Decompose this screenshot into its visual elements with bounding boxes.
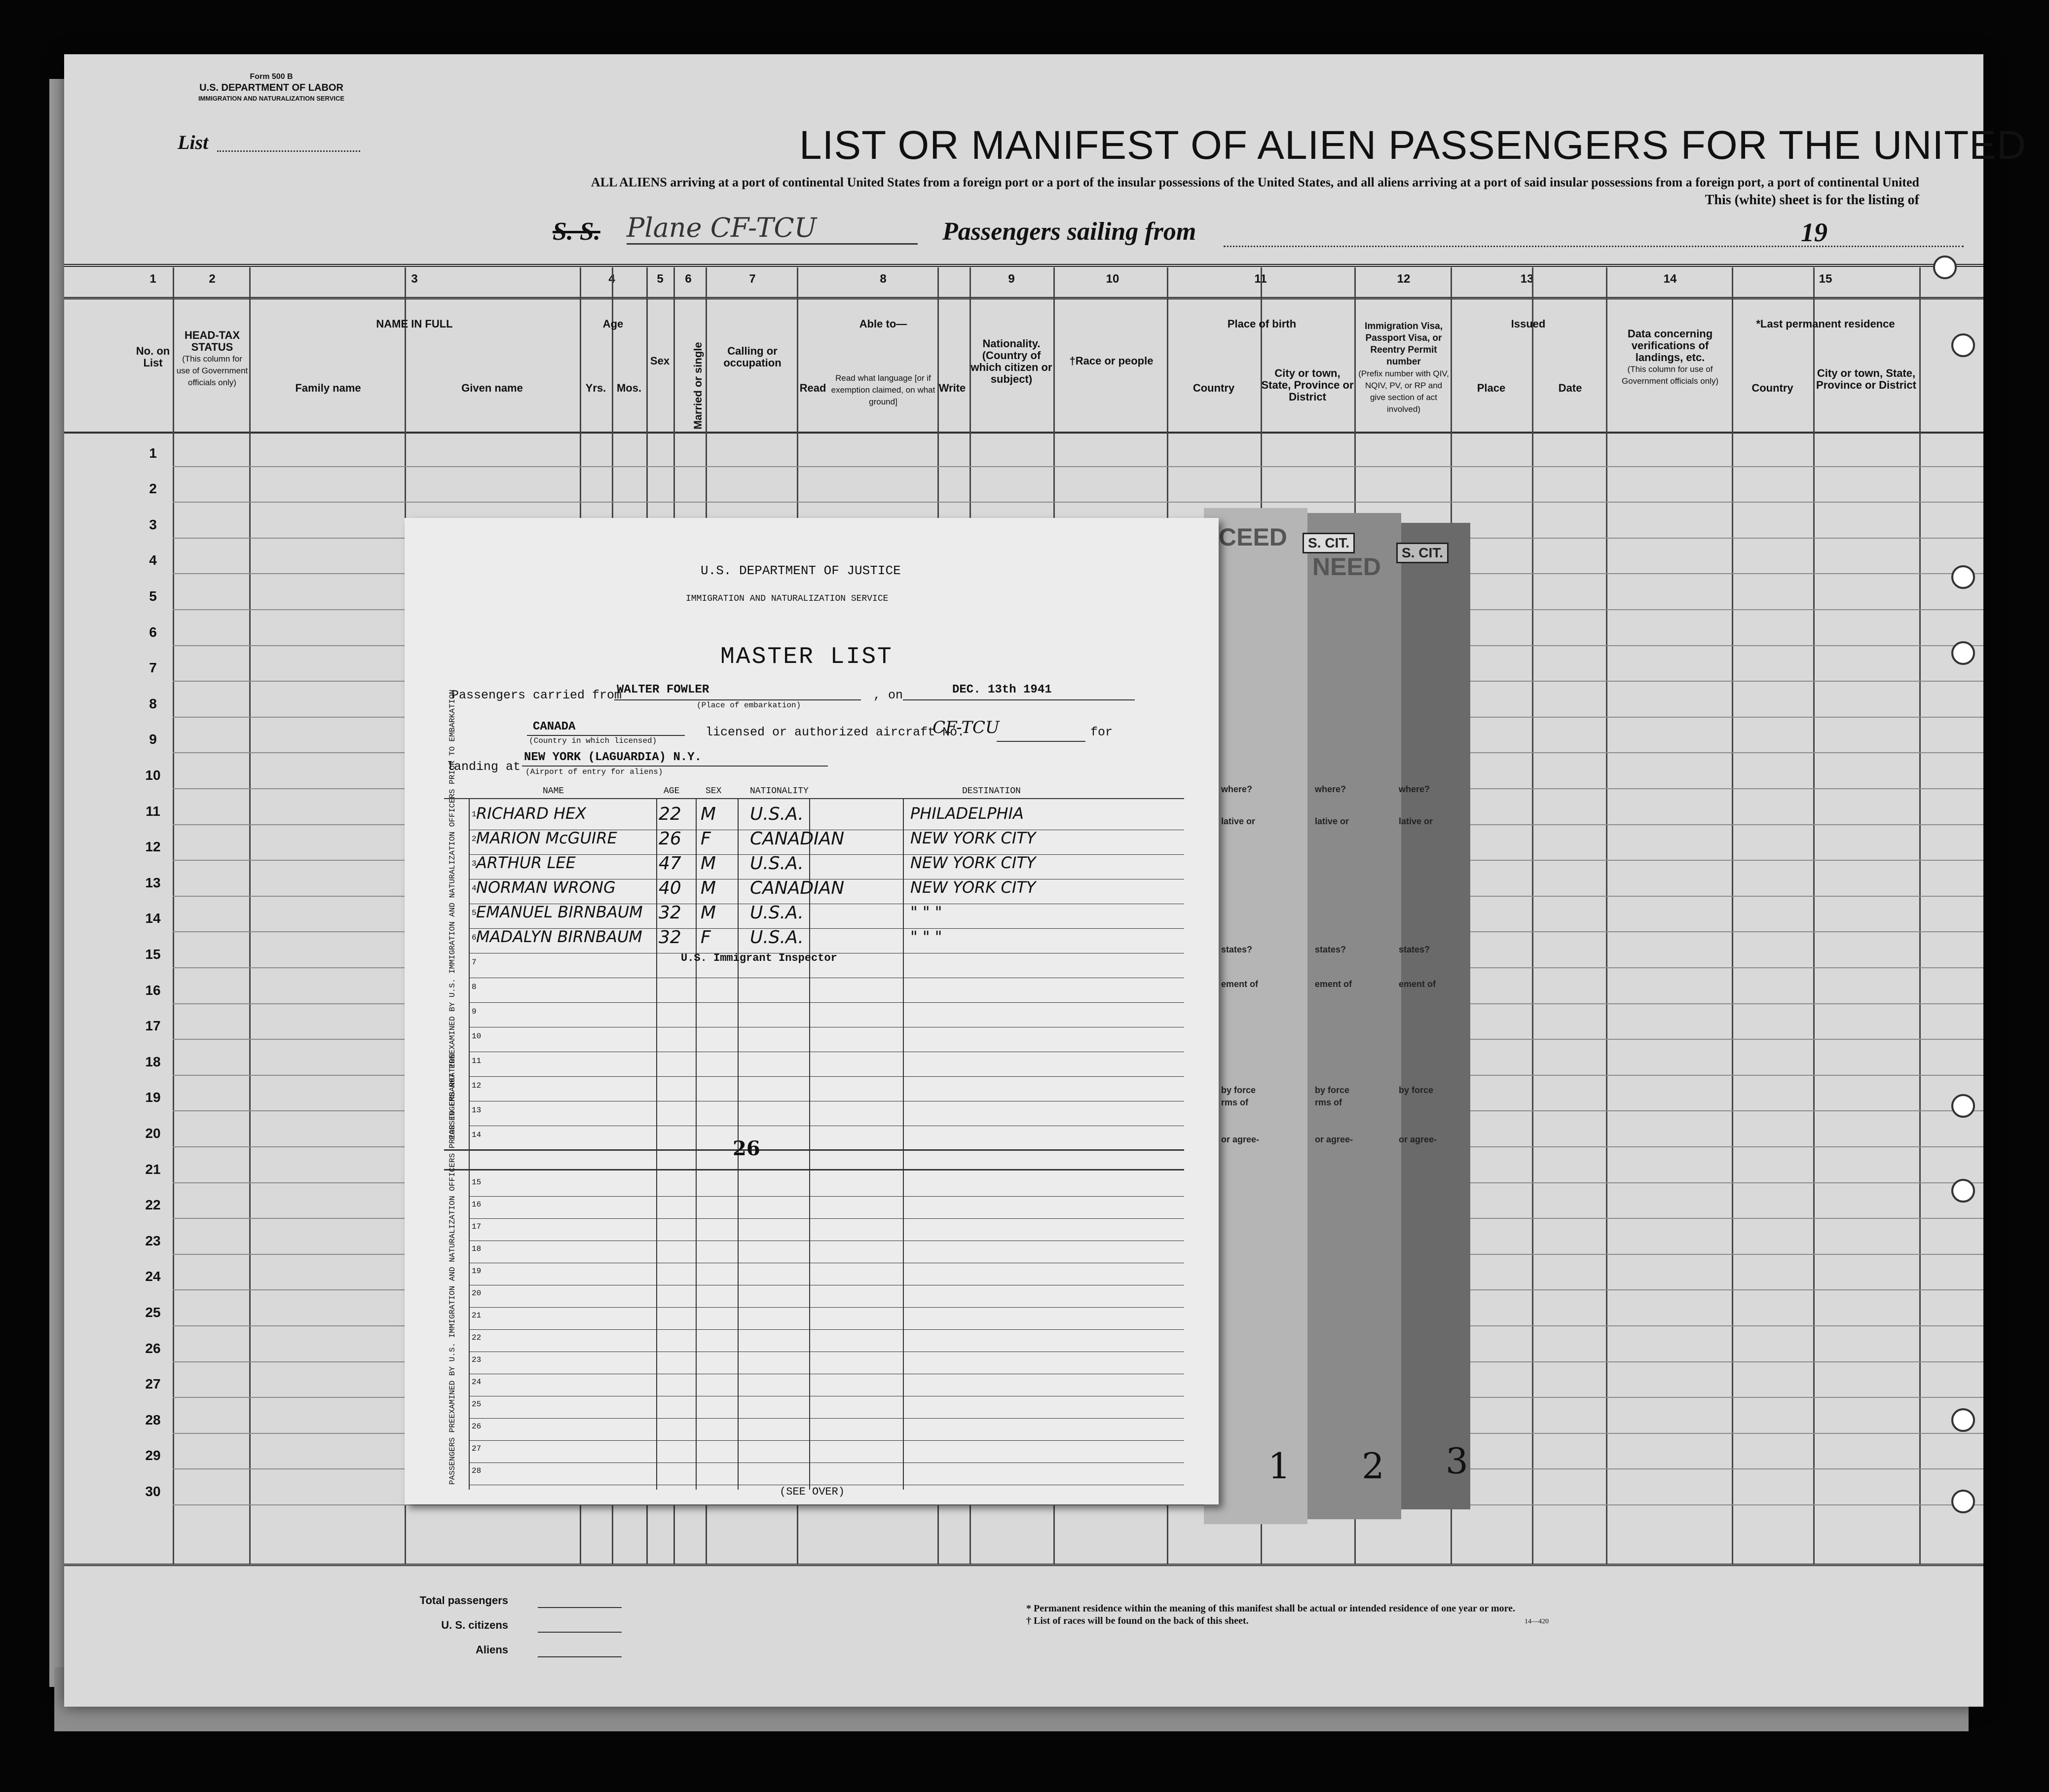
ss-handwritten-entry: Plane CF-TCU — [627, 212, 918, 245]
ml-passenger-nationality: U.S.A. — [750, 804, 804, 824]
col-name-in-full: NAME IN FULL — [376, 318, 453, 330]
footnote-residence: * Permanent residence within the meaning of this manifest shall be actual or intended residence of one year or more. — [1026, 1603, 1516, 1614]
ss-label: S. S. — [553, 218, 600, 246]
column-number: 3 — [411, 272, 418, 286]
ml-row-rule — [469, 854, 1184, 855]
col-calling: Calling or occupation — [723, 345, 782, 369]
overlay-tab-2-word: S. CIT. — [1303, 533, 1355, 553]
ml-row-index: 24 — [472, 1378, 482, 1387]
ml-airport-note: (Airport of entry for aliens) — [525, 768, 663, 776]
column-number: 15 — [1819, 272, 1832, 286]
tab-fragment: states? — [1399, 945, 1430, 954]
ml-passenger-age: 22 — [659, 804, 681, 824]
ml-title: MASTER LIST — [720, 644, 893, 670]
binder-hole — [1951, 565, 1975, 589]
col-head-tax-note: (This column for use of Government officials only) — [176, 354, 248, 387]
row-number: 16 — [145, 982, 161, 998]
tab-fragment: by force — [1221, 1085, 1256, 1095]
col-landings-note: (This column for use of Government officials only) — [1621, 365, 1719, 386]
ml-column-header: NATIONALITY — [750, 786, 809, 796]
row-number: 23 — [145, 1233, 161, 1248]
ml-landing-label: landing at — [447, 760, 521, 774]
col-visa — [1357, 321, 1451, 415]
ml-row-index: 10 — [472, 1032, 482, 1041]
ml-row-rule — [469, 1218, 1184, 1219]
row-number: 14 — [145, 911, 161, 926]
ml-passenger-age: 32 — [659, 927, 681, 948]
column-divider — [1732, 267, 1733, 1565]
ml-for-label: for — [1090, 725, 1113, 739]
tab-fragment: where? — [1221, 784, 1253, 794]
ml-row-index: 13 — [472, 1106, 482, 1115]
ml-row-index: 26 — [472, 1422, 482, 1431]
binder-hole — [1951, 641, 1975, 665]
ml-passenger-name: RICHARD HEX — [476, 804, 587, 823]
col-last-residence: *Last permanent residence — [1756, 318, 1895, 330]
ml-row-index: 22 — [472, 1333, 482, 1342]
tab-fragment: where? — [1315, 784, 1346, 794]
overlay-tab-3-number: 3 — [1446, 1440, 1468, 1482]
ml-date-line — [903, 699, 1135, 700]
col-place-of-birth: Place of birth — [1227, 318, 1297, 330]
overlay-tab-2-number: 2 — [1362, 1445, 1384, 1487]
ml-row-rule — [469, 1196, 1184, 1197]
column-divider — [1606, 267, 1607, 1565]
col-nationality: Nationality. (Country of which citizen or subject) — [970, 337, 1052, 385]
subtitle-line-1: ALL ALIENS arriving at a port of continental United States from a foreign port or a port of the insular possessions of the United States, and all aliens arriving at a port of said insular possessions from a foreign port, a port of continental United — [591, 175, 1919, 189]
ml-passenger-age: 40 — [659, 878, 681, 898]
ml-column-rule — [809, 798, 810, 1490]
row-number: 22 — [145, 1197, 161, 1213]
ml-carried-from: WALTER FOWLER — [617, 683, 709, 696]
column-number: 1 — [149, 272, 156, 286]
overlay-tab-2-word2: NEED — [1312, 553, 1381, 581]
overlay-tab-3 — [1391, 523, 1470, 1509]
col-family-name: Family name — [295, 382, 361, 394]
column-number: 13 — [1520, 272, 1534, 286]
ml-row-rule — [469, 1307, 1184, 1308]
list-blank — [217, 150, 360, 152]
ml-side-note-top: PASSENGERS NOT PREEXAMINED BY U.S. IMMIGRATION AND NATURALIZATION OFFICERS PRIOR TO EMBARKATION — [448, 689, 457, 1139]
binder-hole — [1951, 1179, 1975, 1203]
ml-passenger-destination: NEW YORK CITY — [910, 878, 1036, 897]
ml-passenger-sex: M — [701, 804, 716, 824]
ml-passenger-name: NORMAN WRONG — [476, 878, 616, 897]
top-rule — [64, 264, 1983, 267]
ml-row-rule — [469, 1076, 1184, 1077]
tab-fragment: lative or — [1221, 816, 1256, 826]
ml-passenger-destination: NEW YORK CITY — [910, 853, 1036, 872]
ml-on-label: , on — [873, 688, 903, 702]
ml-passenger-age: 47 — [659, 853, 681, 874]
column-divider — [1532, 267, 1533, 1565]
tab-fragment: states? — [1221, 945, 1253, 954]
col-visa-note: (Prefix number with QIV, NQIV, PV, or RP and give section of act involved) — [1358, 369, 1449, 414]
col-age: Age — [602, 318, 624, 330]
ml-row-index: 21 — [472, 1311, 482, 1320]
ml-row-index: 6 — [472, 933, 477, 942]
row-number: 9 — [149, 731, 157, 747]
page-title: LIST OR MANIFEST OF ALIEN PASSENGERS FOR THE UNITED — [799, 123, 2027, 168]
row-number: 27 — [145, 1376, 161, 1392]
ml-passenger-nationality: U.S.A. — [750, 853, 804, 874]
col-age-mos: Mos. — [616, 382, 642, 394]
ml-row-index: 20 — [472, 1289, 482, 1298]
ml-row-index: 28 — [472, 1466, 482, 1475]
col-issued-date: Date — [1558, 382, 1582, 394]
list-label: List — [178, 131, 209, 153]
subtitle-line-2: This (white) sheet is for the listing of — [1705, 192, 1919, 208]
col-birth-country: Country — [1192, 382, 1235, 394]
year-prefix: 19 — [1801, 218, 1827, 247]
ml-row-index: 4 — [472, 884, 477, 893]
row-number: 19 — [145, 1090, 161, 1105]
row-rule — [173, 1504, 1983, 1505]
column-number: 9 — [1008, 272, 1015, 286]
col-head-tax-title: HEAD-TAX STATUS — [184, 329, 240, 353]
ml-passenger-age: 32 — [659, 903, 681, 923]
tab-fragment: by force — [1315, 1085, 1350, 1095]
ml-passenger-sex: F — [701, 829, 711, 849]
row-number: 8 — [149, 695, 157, 711]
ml-date: DEC. 13th 1941 — [952, 683, 1052, 696]
ml-column-rule — [696, 798, 697, 1490]
column-number: 11 — [1254, 272, 1267, 286]
row-number: 11 — [146, 803, 160, 819]
column-divider — [249, 267, 251, 1565]
tab-fragment: or agree- — [1221, 1134, 1260, 1144]
ml-row-index: 12 — [472, 1081, 482, 1090]
column-number: 10 — [1106, 272, 1119, 286]
ml-passenger-destination: " " " — [910, 903, 942, 921]
ml-passenger-age: 26 — [659, 829, 681, 849]
ml-inspector: U.S. Immigrant Inspector — [681, 952, 837, 964]
ml-row-index: 3 — [472, 859, 477, 868]
ml-row-rule — [469, 1418, 1184, 1419]
ml-passenger-destination: NEW YORK CITY — [910, 829, 1036, 847]
row-number: 5 — [149, 588, 157, 604]
tab-fragment: or agree- — [1399, 1134, 1437, 1144]
us-citizens-blank — [538, 1632, 622, 1633]
row-number: 13 — [145, 875, 161, 890]
ml-row-index: 16 — [472, 1200, 482, 1209]
ml-embark-note: (Place of embarkation) — [697, 701, 801, 710]
binder-hole — [1933, 256, 1957, 279]
row-number: 28 — [145, 1412, 161, 1427]
tab-fragment: ement of — [1221, 979, 1259, 989]
ml-passenger-name: MADALYN BIRNBAUM — [476, 927, 642, 946]
column-number: 2 — [209, 272, 216, 286]
row-number: 1 — [149, 445, 157, 461]
ml-carried-label: Passengers carried from — [451, 688, 622, 702]
form-number: Form 500 B — [250, 73, 293, 81]
row-number: 30 — [145, 1484, 161, 1499]
row-number: 24 — [145, 1269, 161, 1284]
col-able-to: Able to— — [859, 318, 907, 330]
tab-fragment: rms of — [1221, 1097, 1249, 1107]
us-citizens-label: U. S. citizens — [441, 1619, 508, 1631]
ml-row-index: 8 — [472, 983, 477, 991]
footer-rule — [64, 1564, 1983, 1566]
ml-passenger-nationality: CANADIAN — [750, 878, 845, 898]
ml-airport: NEW YORK (LAGUARDIA) N.Y. — [524, 751, 702, 764]
ml-column-rule — [903, 798, 904, 1490]
ml-passenger-sex: M — [701, 853, 716, 874]
ml-column-header: NAME — [543, 786, 564, 796]
ml-column-header: DESTINATION — [962, 786, 1021, 796]
ml-licensed-text: licensed or authorized aircraft No. — [706, 725, 965, 739]
row-number: 25 — [145, 1305, 161, 1320]
master-list-card — [405, 518, 1219, 1504]
binder-hole — [1951, 333, 1975, 357]
tab-fragment: rms of — [1315, 1097, 1342, 1107]
col-visa-title: Immigration Visa, Passport Visa, or Reentry Permit number — [1364, 321, 1443, 367]
sailing-from-label: Passengers sailing from — [942, 218, 1196, 246]
col-write: Write — [938, 382, 966, 394]
col-age-yrs: Yrs. — [585, 382, 606, 394]
column-number: 6 — [685, 272, 692, 286]
ml-row-index: 5 — [472, 909, 477, 917]
ml-passenger-nationality: U.S.A. — [750, 903, 804, 923]
ml-row-index: 11 — [472, 1057, 482, 1065]
row-number: 26 — [145, 1340, 161, 1356]
footnote-races: † List of races will be found on the back of this sheet. — [1026, 1615, 1249, 1626]
row-number: 10 — [145, 768, 161, 783]
column-divider — [1813, 267, 1815, 1565]
header-bottom-rule — [64, 432, 1983, 434]
ml-passenger-destination: " " " — [910, 927, 942, 946]
column-number-row — [64, 267, 1983, 297]
col-head-tax — [175, 329, 249, 389]
col-sex: Sex — [650, 355, 670, 367]
ml-row-index: 2 — [472, 835, 477, 843]
row-number: 29 — [145, 1448, 161, 1463]
tab-fragment: ement of — [1315, 979, 1352, 989]
total-passengers-blank — [538, 1607, 622, 1608]
ml-passenger-name: ARTHUR LEE — [476, 853, 576, 872]
row-number: 17 — [145, 1018, 161, 1034]
ml-row-index: 25 — [472, 1400, 482, 1409]
overlay-tab-1-number: 1 — [1268, 1445, 1291, 1487]
column-number: 14 — [1663, 272, 1677, 286]
ml-column-header: SEX — [706, 786, 722, 796]
tab-fragment: lative or — [1315, 816, 1349, 826]
col-married: Married or single — [692, 342, 704, 430]
column-number: 7 — [749, 272, 756, 286]
ml-column-rule — [656, 798, 657, 1490]
ml-country: CANADA — [533, 720, 576, 733]
row-number: 3 — [149, 516, 157, 532]
ml-row-index: 19 — [472, 1267, 482, 1276]
col-read-language-text: Read what language [or if exemption claimed, on what ground] — [831, 373, 935, 406]
tab-fragment: or agree- — [1315, 1134, 1353, 1144]
ml-passenger-name: EMANUEL BIRNBAUM — [476, 903, 643, 921]
ml-column-rule — [469, 798, 470, 1490]
total-passengers-label: Total passengers — [419, 1594, 508, 1607]
row-number: 6 — [149, 624, 157, 640]
aliens-label: Aliens — [475, 1644, 508, 1656]
column-number: 4 — [608, 272, 615, 286]
ml-header-rule — [444, 798, 1184, 799]
col-race: †Race or people — [1069, 355, 1154, 367]
col-read-language — [829, 372, 937, 408]
ml-passenger-nationality: CANADIAN — [750, 829, 845, 849]
tab-fragment: ement of — [1399, 979, 1436, 989]
ml-passenger-nationality: U.S.A. — [750, 927, 804, 948]
ml-service: IMMIGRATION AND NATURALIZATION SERVICE — [686, 594, 889, 604]
column-divider — [1919, 267, 1921, 1565]
row-number: 4 — [149, 552, 157, 568]
ml-passenger-destination: PHILADELPHIA — [910, 804, 1024, 823]
ml-row-rule — [469, 1440, 1184, 1441]
ml-page-number: 26 — [733, 1137, 760, 1160]
ml-side-note-bottom: PASSENGERS PREEXAMINED BY U.S. IMMIGRATION AND NATURALIZATION OFFICERS PRIOR TO EMBARKATION — [448, 1054, 457, 1485]
ml-row-index: 7 — [472, 958, 477, 967]
row-number: 20 — [145, 1126, 161, 1141]
ml-passenger-sex: M — [701, 903, 716, 923]
row-number: 12 — [145, 839, 161, 855]
overlay-tab-1-word: CEED — [1219, 523, 1287, 551]
form-service: IMMIGRATION AND NATURALIZATION SERVICE — [198, 95, 345, 102]
ml-passenger-sex: F — [701, 927, 711, 948]
tab-fragment: lative or — [1399, 816, 1433, 826]
col-landings — [1608, 328, 1732, 387]
ml-section-rule — [444, 1169, 1184, 1170]
row-number: 21 — [145, 1161, 161, 1177]
form-header — [178, 72, 365, 104]
ml-country-line — [527, 735, 685, 736]
col-issued-place: Place — [1477, 382, 1506, 394]
row-number: 7 — [149, 660, 157, 676]
tab-fragment: where? — [1399, 784, 1430, 794]
ml-column-header: AGE — [664, 786, 680, 796]
ml-carried-line — [614, 699, 861, 700]
ml-passenger-name: MARION McGUIRE — [476, 829, 617, 847]
overlay-tab-3-word: S. CIT. — [1396, 543, 1449, 563]
col-issued: Issued — [1511, 318, 1546, 330]
ml-row-index: 1 — [472, 810, 477, 819]
binder-hole — [1951, 1408, 1975, 1432]
col-read: Read — [799, 382, 826, 394]
col-birth-city: City or town, State, Province or District — [1261, 367, 1354, 403]
aliens-blank — [538, 1656, 622, 1657]
row-number: 2 — [149, 481, 157, 497]
ml-row-index: 14 — [472, 1131, 482, 1139]
column-divider — [173, 267, 174, 1565]
ml-row-index: 18 — [472, 1244, 482, 1253]
row-number: 18 — [145, 1054, 161, 1069]
tab-fragment: by force — [1399, 1085, 1434, 1095]
ml-row-index: 17 — [472, 1222, 482, 1231]
tab-fragment: states? — [1315, 945, 1346, 954]
ml-row-index: 9 — [472, 1007, 477, 1016]
col-residence-city: City or town, State, Province or District — [1816, 367, 1916, 391]
column-number: 5 — [657, 272, 664, 286]
binder-hole — [1951, 1094, 1975, 1118]
ml-row-index: 23 — [472, 1355, 482, 1364]
row-rule — [173, 502, 1983, 503]
ml-department: U.S. DEPARTMENT OF JUSTICE — [701, 563, 901, 578]
form-code: 14—420 — [1525, 1618, 1549, 1625]
header-rule — [64, 297, 1983, 299]
col-landings-title: Data concerning verifications of landings, etc. — [1627, 328, 1713, 364]
ml-see-over: (SEE OVER) — [780, 1486, 845, 1498]
col-given-name: Given name — [461, 382, 523, 394]
binder-hole — [1951, 1490, 1975, 1513]
row-number: 15 — [145, 947, 161, 962]
ml-aircraft-line — [997, 741, 1085, 742]
column-number: 8 — [880, 272, 887, 286]
ml-country-note: (Country in which licensed) — [529, 736, 657, 745]
overlay-tab-2 — [1293, 513, 1401, 1519]
ml-row-index: 15 — [472, 1178, 482, 1187]
col-no-on-list: No. on List — [136, 345, 170, 369]
ml-row-rule — [469, 1329, 1184, 1330]
column-number: 12 — [1397, 272, 1411, 286]
ml-row-rule — [469, 1150, 1184, 1151]
form-department: U.S. DEPARTMENT OF LABOR — [199, 82, 343, 93]
ml-aircraft-no: CF-TCU — [932, 718, 1000, 737]
sailing-from-blank — [1224, 246, 1964, 247]
col-residence-country: Country — [1751, 382, 1793, 394]
ml-row-rule — [469, 1002, 1184, 1003]
ml-passenger-sex: M — [701, 878, 716, 898]
overlay-tab-1 — [1204, 508, 1307, 1524]
ml-airport-line — [522, 766, 828, 767]
ml-row-index: 27 — [472, 1444, 482, 1453]
row-rule — [173, 466, 1983, 467]
